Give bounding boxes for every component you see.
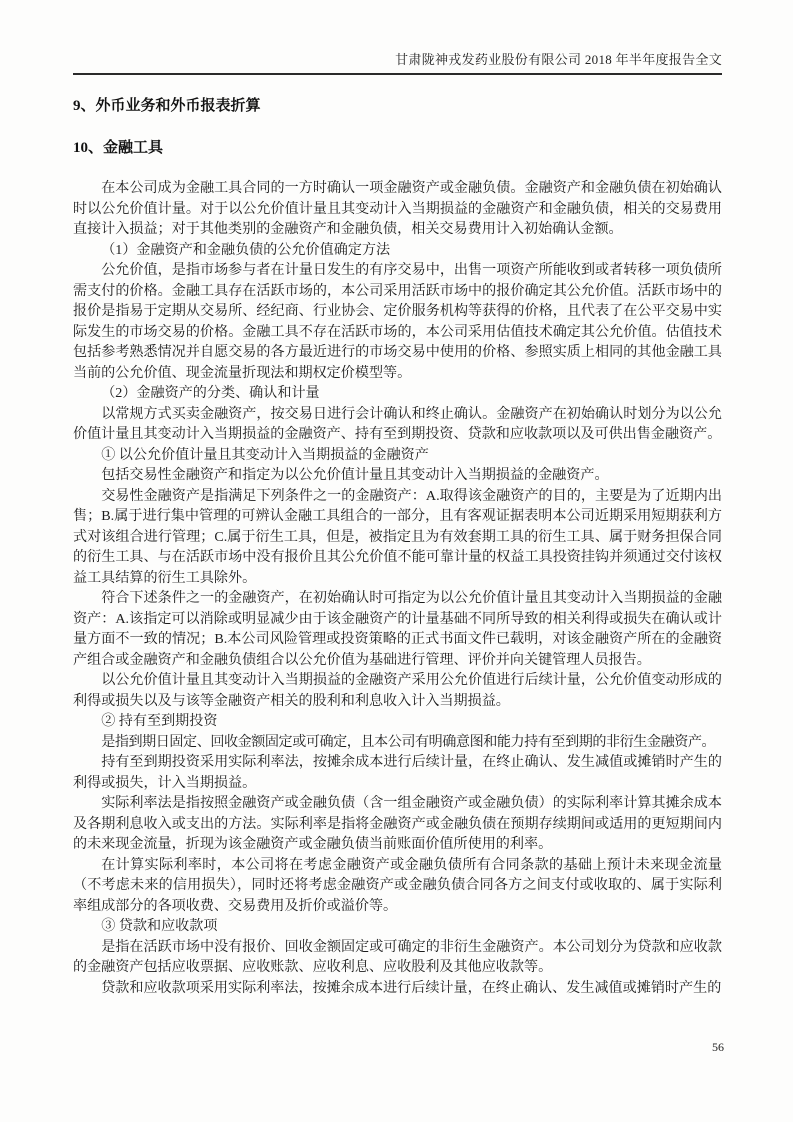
- body-paragraph: 以公允价值计量且其变动计入当期损益的金融资产采用公允价值进行后续计量，公允价值变动形成的利得或损失以及与该等金融资产相关的股利和利息收入计入当期损益。: [73, 672, 722, 709]
- sub-heading-circled-1: ① 以公允价值计量且其变动计入当期损益的金融资产: [101, 446, 429, 463]
- body-paragraph: 以常规方式买卖金融资产，按交易日进行会计确认和终止确认。金融资产在初始确认时划分为以公允价值计量且其变动计入当期损益的金融资产、持有至到期投资、贷款和应收款项以及可供出售金融资产。: [73, 405, 722, 442]
- body-paragraph: 在计算实际利率时，本公司将在考虑金融资产或金融负债所有合同条款的基础上预计未来现金流量（不考虑未来的信用损失），同时还将考虑金融资产或金融负债合同各方之间支付或收取的、属于实际利率组成部分的各项收费、交易费用及折价或溢价等。: [73, 856, 722, 914]
- report-header-title: 甘肃陇神戎发药业股份有限公司 2018 年半年度报告全文: [395, 52, 722, 67]
- body-paragraph: 符合下述条件之一的金融资产，在初始确认时可指定为以公允价值计量且其变动计入当期损益的金融资产：A.该指定可以消除或明显减少由于该金融资产的计量基础不同所导致的相关利得或损失在确认或计量方面不一致的情况；B.本公司风险管理或投资策略的正式书面文件已载明，对该金融资产所在的金融资产组合或金融资产和金融负债组合以公允价值为基础进行管理、评价并向关键管理人员报告。: [73, 590, 722, 668]
- body-paragraph: 是指到期日固定、回收金额固定或可确定，且本公司有明确意图和能力持有至到期的非衍生金融资产。: [101, 733, 716, 750]
- report-header: [73, 0, 722, 67]
- header-divider: [73, 73, 722, 75]
- sub-heading-2: （2）金融资产的分类、确认和计量: [101, 385, 320, 401]
- body-paragraph: 交易性金融资产是指满足下列条件之一的金融资产：A.取得该金融资产的目的，主要是为了近期内出售；B.属于进行集中管理的可辨认金融工具组合的一部分，且有客观证据表明本公司近期采用短期获利方式对该组合进行管理；C.属于衍生工具，但是，被指定且为有效套期工具的衍生工具、属于财务担保合同的衍生工具、与在活跃市场中没有报价且其公允价值不能可靠计量的权益工具投资挂钩并须通过交付该权益工具结算的衍生工具除外。: [73, 487, 722, 586]
- sub-heading-1: （1）金融资产和金融负债的公允价值确定方法: [101, 241, 391, 258]
- section-heading-10: 10、金融工具: [73, 140, 164, 156]
- section-heading-9: 9、外币业务和外币报表折算: [73, 98, 261, 114]
- body-paragraph: 包括交易性金融资产和指定为以公允价值计量且其变动计入当期损益的金融资产。: [101, 467, 609, 483]
- body-paragraph: 实际利率法是指按照金融资产或金融负债（含一组金融资产或金融负债）的实际利率计算其摊余成本及各期利息收入或支出的方法。实际利率是指将金融资产或金融负债在预期存续期间或适用的更短期间内的未来现金流量，折现为该金融资产或金融负债当前账面价值所使用的利率。: [73, 795, 722, 852]
- page-number: 56: [712, 1040, 724, 1054]
- body-paragraph: 持有至到期投资采用实际利率法，按摊余成本进行后续计量，在终止确认、发生减值或摊销时产生的利得或损失，计入当期损益。: [73, 754, 722, 791]
- body-paragraph: 在本公司成为金融工具合同的一方时确认一项金融资产或金融负债。金融资产和金融负债在初始确认时以公允价值计量。对于以公允价值计量且其变动计入当期损益的金融资产和金融负债，相关的交易费用直接计入损益；对于其他类别的金融资产和金融负债，相关交易费用计入初始确认金额。: [73, 180, 722, 237]
- body-paragraph: 贷款和应收款项采用实际利率法，按摊余成本进行后续计量，在终止确认、发生减值或摊销时产生的: [101, 979, 722, 996]
- sub-heading-circled-2: ② 持有至到期投资: [101, 713, 218, 729]
- section-body: [73, 178, 722, 998]
- sub-heading-circled-3: ③ 贷款和应收款项: [101, 918, 218, 934]
- body-paragraph: 公允价值，是指市场参与者在计量日发生的有序交易中，出售一项资产所能收到或者转移一项负债所需支付的价格。金融工具存在活跃市场的，本公司采用活跃市场中的报价确定其公允价值。活跃市场中的报价是指易于定期从交易所、经纪商、行业协会、定价服务机构等获得的价格，且代表了在公平交易中实际发生的市场交易的价格。金融工具不存在活跃市场的，本公司采用估值技术确定其公允价值。估值技术包括参考熟悉情况并自愿交易的各方最近进行的市场交易中使用的价格、参照实质上相同的其他金融工具当前的公允价值、现金流量折现法和期权定价模型等。: [73, 262, 722, 381]
- body-paragraph: 是指在活跃市场中没有报价、回收金额固定或可确定的非衍生金融资产。本公司划分为贷款和应收款的金融资产包括应收票据、应收账款、应收利息、应收股利及其他应收款等。: [73, 938, 722, 975]
